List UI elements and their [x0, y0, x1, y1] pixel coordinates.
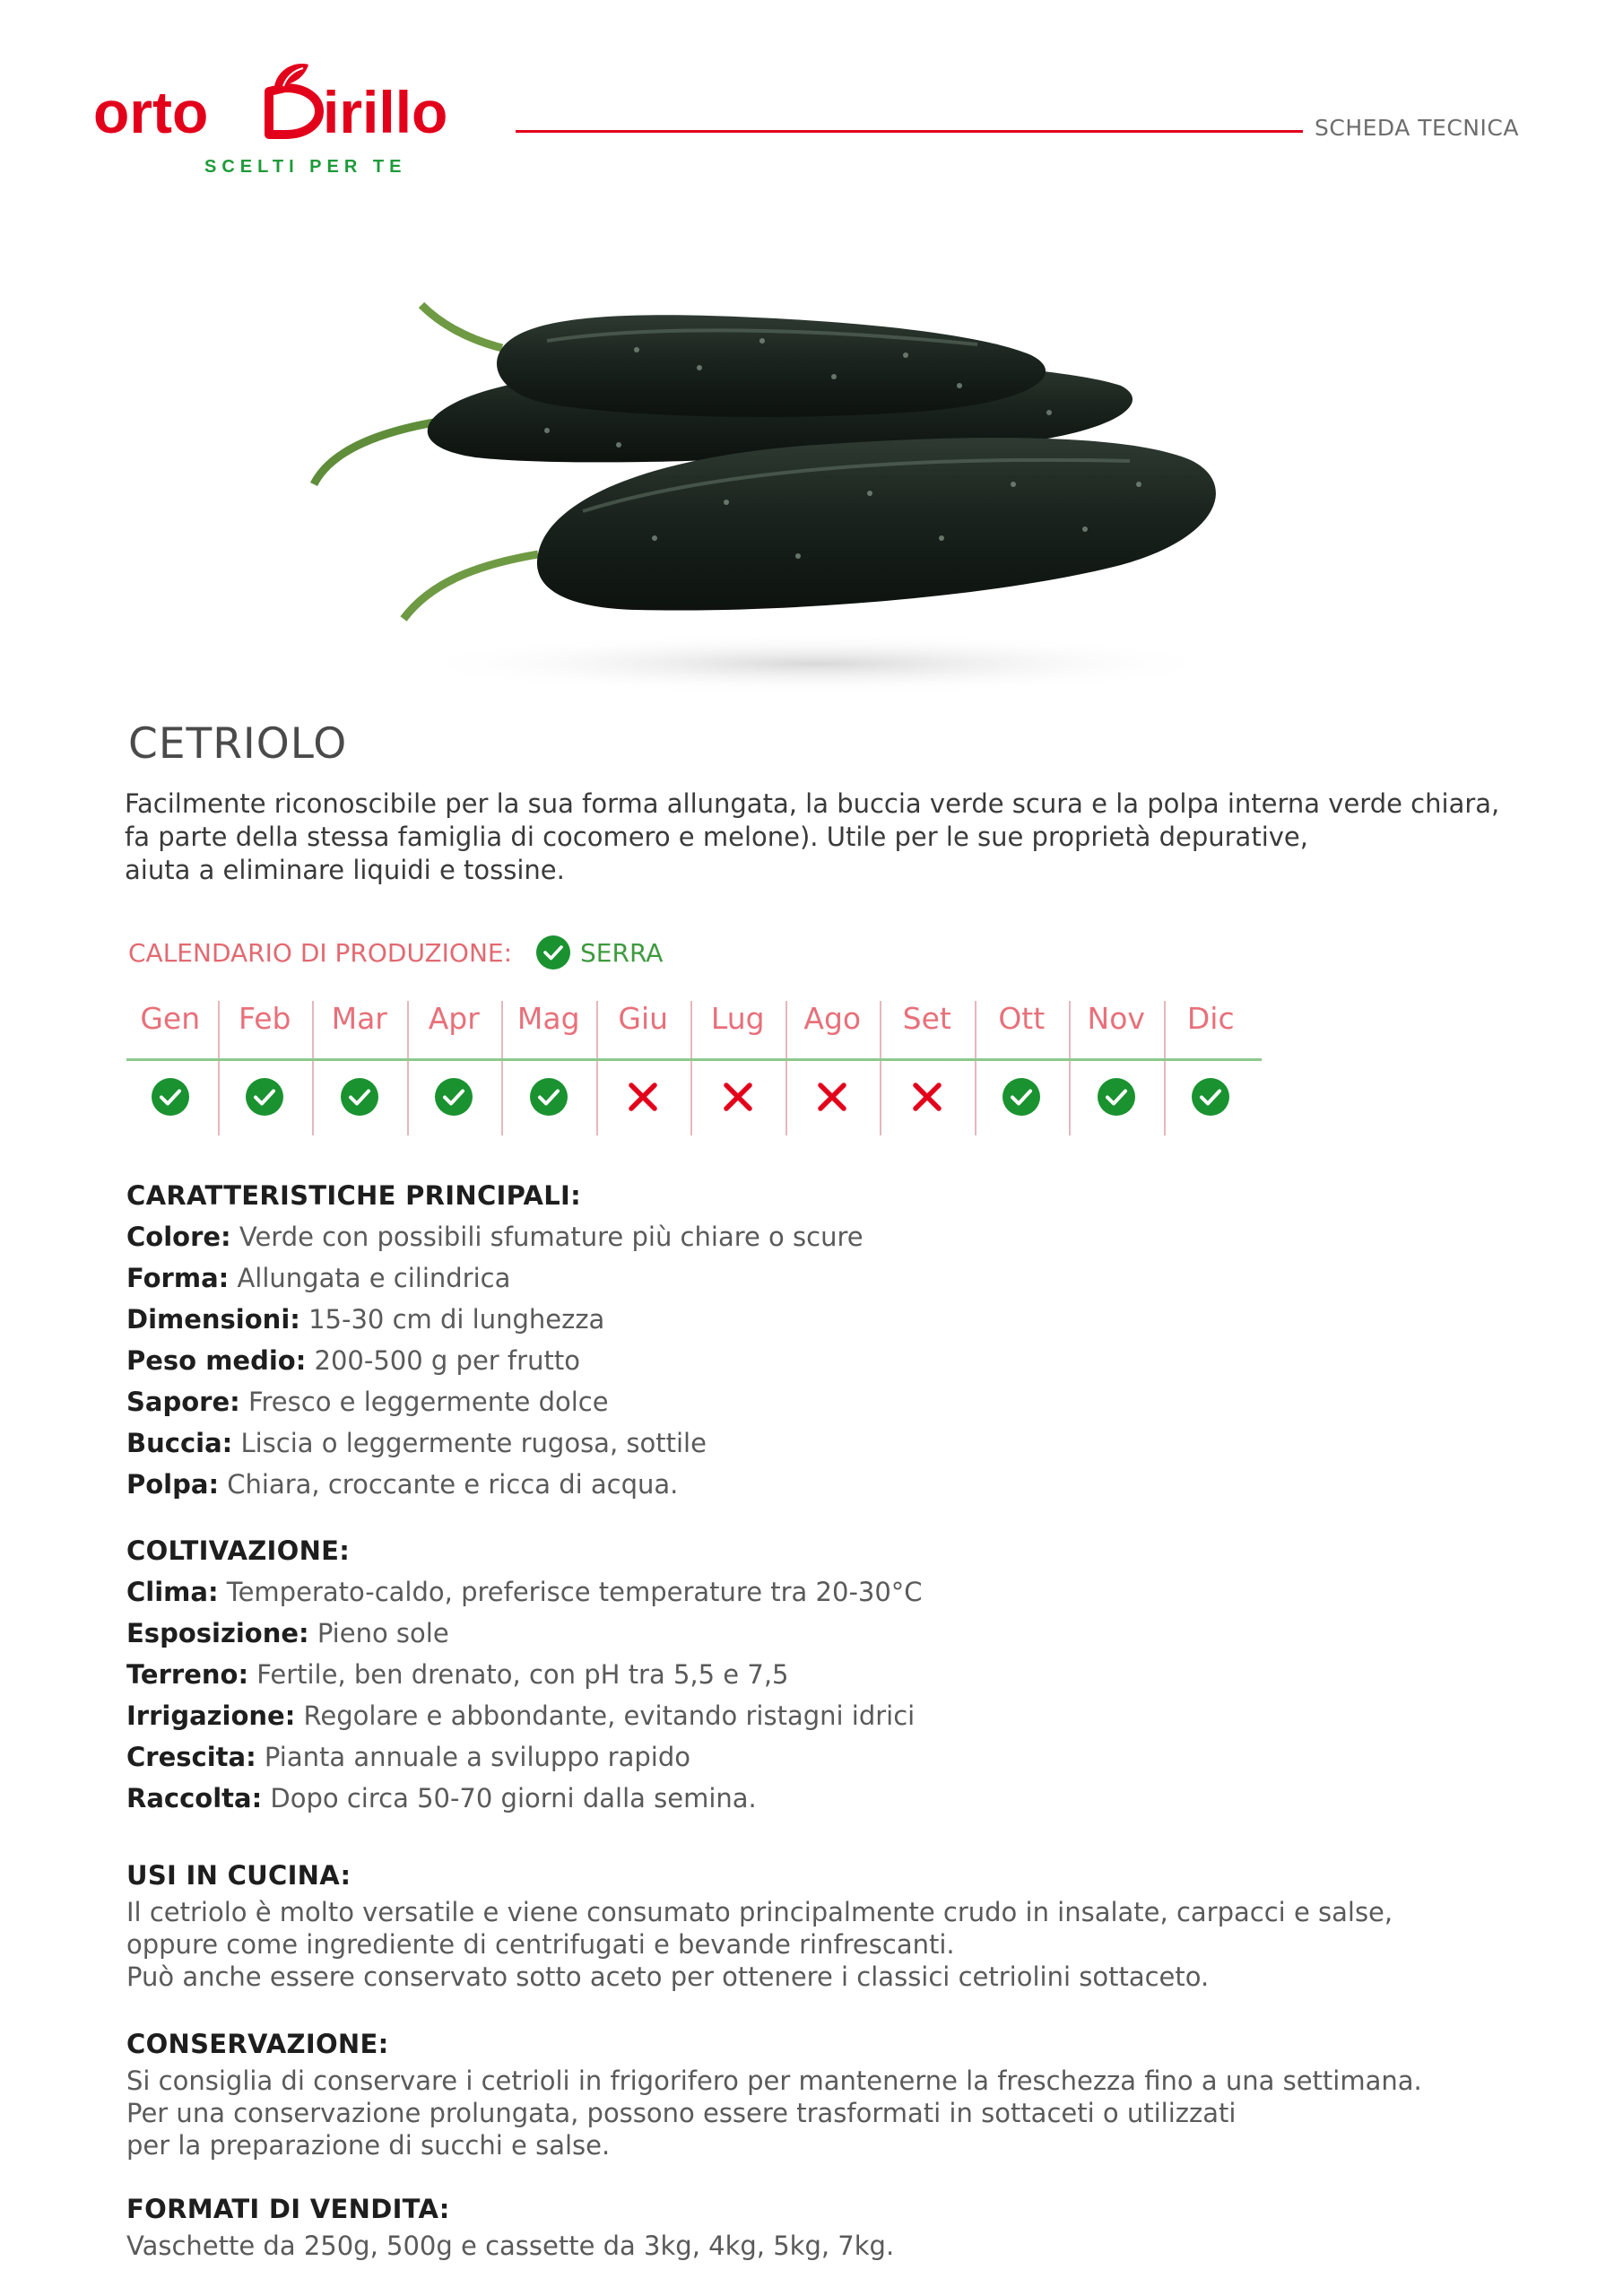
month-column	[690, 996, 785, 1139]
spec-value: Fresco e leggermente dolce	[247, 1387, 609, 1417]
month-column	[123, 996, 218, 1139]
spec-value: Allungata e cilindrica	[237, 1263, 511, 1293]
product-title: CETRIOLO	[128, 719, 348, 769]
cross-icon	[907, 1076, 948, 1118]
section-coltivazione	[126, 1535, 1561, 1819]
check-circle-icon	[1190, 1076, 1231, 1118]
month-column	[596, 996, 691, 1139]
spec-item	[126, 1695, 1561, 1736]
month-label: Set	[902, 1001, 951, 1036]
check-circle-icon	[528, 1076, 569, 1118]
spec-item	[126, 1257, 1561, 1299]
spec-item	[126, 1216, 1561, 1257]
month-column	[975, 996, 1070, 1139]
month-column	[880, 996, 975, 1139]
product-description	[125, 787, 1523, 887]
month-label: Mag	[516, 1001, 580, 1036]
paragraph-line: Per una conservazione prolungata, possono essere trasformati in sottaceti o utilizzati	[126, 2098, 1237, 2128]
spec-label: Terreno:	[126, 1659, 249, 1690]
spec-label: Clima:	[126, 1577, 219, 1607]
spec-value: Liscia o leggermente rugosa, sottile	[240, 1428, 707, 1458]
brand-logo	[93, 59, 506, 185]
spec-value: Pianta annuale a sviluppo rapido	[264, 1742, 690, 1772]
paragraph-line: oppure come ingrediente di centrifugati e bevande rinfrescanti.	[126, 1929, 955, 1960]
description-line: Facilmente riconoscibile per la sua forma allungata, la buccia verde scura e la polpa interna verde chiara,	[125, 788, 1500, 819]
section-heading: USI IN CUCINA:	[126, 1860, 352, 1891]
month-label: Dic	[1186, 1001, 1235, 1036]
month-column	[407, 996, 502, 1139]
month-column	[501, 996, 596, 1139]
spec-item	[126, 1464, 1561, 1505]
production-calendar	[123, 996, 1258, 1139]
paragraph-line: Si consiglia di conservare i cetrioli in frigorifero per mantenerne la freschezza fino a una settimana.	[126, 2066, 1422, 2096]
section-formati-di-vendita	[126, 2194, 1561, 2262]
calendar-legend-label: SERRA	[580, 937, 664, 968]
spec-value: Temperato-caldo, preferisce temperature tra 20-30°C	[226, 1577, 923, 1607]
spec-item	[126, 1778, 1561, 1819]
brand-name-right: irillo	[323, 79, 448, 145]
header-divider	[516, 130, 1303, 133]
check-circle-icon	[1001, 1076, 1042, 1118]
spec-label: Irrigazione:	[126, 1700, 296, 1731]
spec-item	[126, 1654, 1561, 1695]
spec-label: Peso medio:	[126, 1345, 307, 1376]
spec-label: Crescita:	[126, 1742, 256, 1772]
spec-label: Colore:	[126, 1222, 231, 1252]
paragraph-line: Può anche essere conservato sotto aceto per ottenere i classici cetriolini sottaceto.	[126, 1961, 1210, 1992]
spec-item	[126, 1340, 1561, 1381]
calendar-label: CALENDARIO DI PRODUZIONE:	[128, 937, 513, 968]
spec-value: Chiara, croccante e ricca di acqua.	[227, 1469, 679, 1500]
spec-label: Polpa:	[126, 1469, 220, 1500]
spec-value: 200-500 g per frutto	[314, 1345, 580, 1376]
product-photo	[278, 269, 1318, 700]
month-label: Apr	[428, 1001, 480, 1036]
calendar-header	[128, 935, 663, 970]
section-usi-in-cucina	[126, 1860, 1561, 1993]
spec-value: Pieno sole	[317, 1618, 449, 1648]
spec-label: Raccolta:	[126, 1783, 263, 1813]
month-label: Mar	[331, 1001, 387, 1036]
spec-value: 15-30 cm di lunghezza	[308, 1304, 605, 1335]
spec-label: Sapore:	[126, 1387, 240, 1417]
spec-item	[126, 1613, 1561, 1654]
paragraph-line: Vaschette da 250g, 500g e cassette da 3kg, 4kg, 5kg, 7kg.	[126, 2231, 895, 2261]
brand-tagline: SCELTI PER TE	[204, 157, 407, 177]
month-column	[1069, 996, 1164, 1139]
paragraph-line: per la preparazione di succhi e salse.	[126, 2130, 611, 2161]
month-column	[1164, 996, 1259, 1139]
cross-icon	[812, 1076, 853, 1118]
spec-label: Esposizione:	[126, 1618, 309, 1648]
spec-item	[126, 1381, 1561, 1422]
check-circle-icon	[244, 1076, 285, 1118]
spec-item	[126, 1571, 1561, 1613]
section-heading: CONSERVAZIONE:	[126, 2029, 389, 2059]
spec-label: Forma:	[126, 1263, 230, 1293]
month-column	[312, 996, 407, 1139]
spec-value: Regolare e abbondante, evitando ristagni idrici	[303, 1700, 916, 1731]
month-label: Ott	[998, 1001, 1046, 1036]
spec-item	[126, 1422, 1561, 1464]
month-label: Gen	[140, 1001, 201, 1036]
month-label: Giu	[618, 1001, 669, 1036]
section-heading: FORMATI DI VENDITA:	[126, 2194, 450, 2224]
spec-label: Buccia:	[126, 1428, 233, 1458]
check-circle-icon	[339, 1076, 380, 1118]
paragraph-line: Il cetriolo è molto versatile e viene consumato principalmente crudo in insalate, carpacci e salse,	[126, 1897, 1393, 1927]
description-line: fa parte della stessa famiglia di cocomero e melone). Utile per le sue proprietà depurative,	[125, 822, 1308, 852]
spec-label: Dimensioni:	[126, 1304, 300, 1335]
check-circle-icon	[535, 935, 571, 970]
check-circle-icon	[150, 1076, 191, 1118]
month-label: Nov	[1087, 1001, 1145, 1036]
document-type-label: SCHEDA TECNICA	[1315, 115, 1519, 141]
section-caratteristiche	[126, 1180, 1561, 1505]
month-label: Ago	[803, 1001, 862, 1036]
month-label: Lug	[710, 1001, 765, 1036]
description-line: aiuta a eliminare liquidi e tossine.	[125, 855, 565, 885]
leaf-d-icon	[269, 64, 319, 135]
cross-icon	[622, 1076, 664, 1118]
section-conservazione	[126, 2029, 1561, 2161]
spec-value: Verde con possibili sfumature più chiare o scure	[239, 1222, 864, 1252]
check-circle-icon	[1096, 1076, 1137, 1118]
calendar-divider	[126, 1058, 1262, 1061]
cross-icon	[717, 1076, 759, 1118]
section-heading: COLTIVAZIONE:	[126, 1535, 351, 1566]
check-circle-icon	[433, 1076, 474, 1118]
spec-item	[126, 1299, 1561, 1340]
spec-item	[126, 1736, 1561, 1778]
month-column	[785, 996, 881, 1139]
section-heading: CARATTERISTICHE PRINCIPALI:	[126, 1180, 582, 1211]
month-column	[218, 996, 313, 1139]
brand-name-left: orto	[93, 79, 209, 145]
spec-value: Dopo circa 50-70 giorni dalla semina.	[270, 1783, 757, 1813]
spec-value: Fertile, ben drenato, con pH tra 5,5 e 7,5	[256, 1659, 789, 1690]
month-label: Feb	[239, 1001, 291, 1036]
